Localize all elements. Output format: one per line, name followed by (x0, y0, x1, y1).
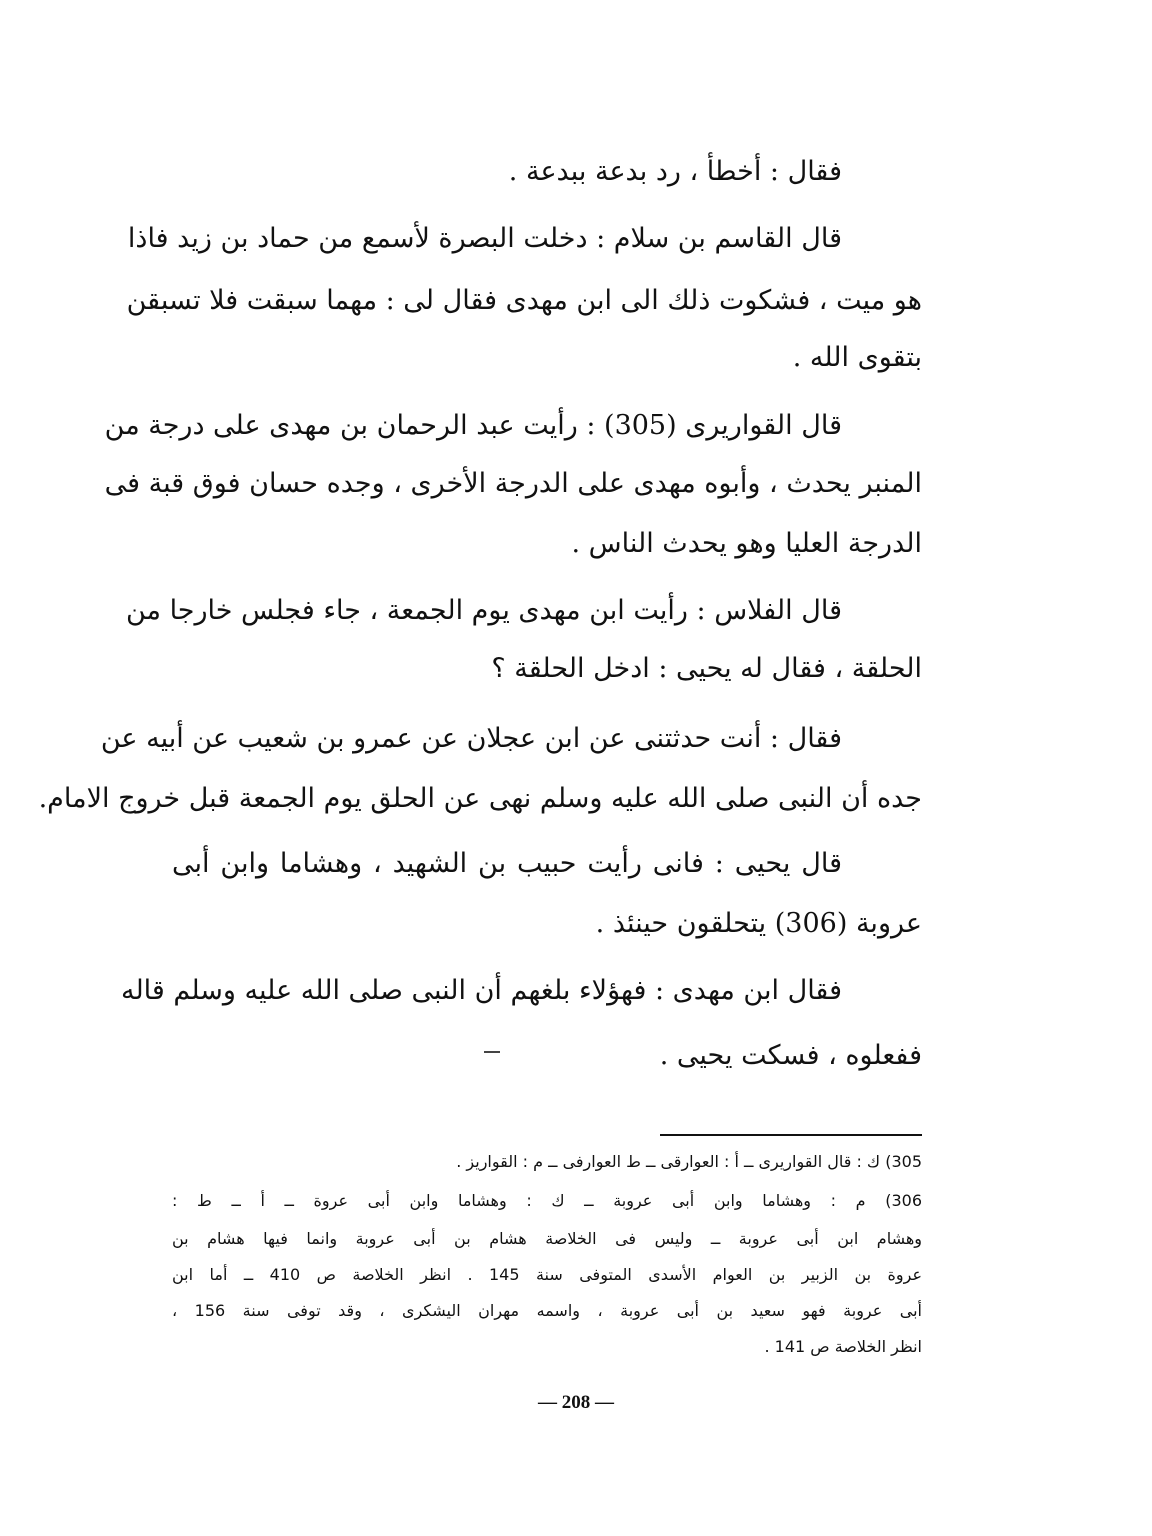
text-line: فقال ابن مهدى : فهؤلاء بلغهم أن النبى صلى الله عليه وسلم قاله (120, 975, 842, 1006)
footnote-line: عروة بن الزبير بن العوام الأسدى المتوفى سنة 145 . انظر الخلاصة ص 410 ــ أما ابن (172, 1265, 922, 1284)
footnote-line: وهشام ابن أبى عروبة ــ وليس فى الخلاصة هشام بن أبى عروبة وانما فيها هشام بن (172, 1229, 922, 1248)
text-line: ففعلوه ، فسكت يحيى . (659, 1040, 922, 1071)
text-line: الدرجة العليا وهو يحدث الناس . (571, 528, 922, 559)
text-line: هو ميت ، فشكوت ذلك الى ابن مهدى فقال لى : مهما سبقت فلا تسبقن (126, 285, 922, 316)
footnote-line: 306) م : وهشاما وابن أبى عروبة ــ ك : وهشاما وابن أبى عروة ــ أ ــ ط : (172, 1191, 922, 1210)
page-number: — 208 — (538, 1392, 614, 1413)
text-line: المنبر يحدث ، وأبوه مهدى على الدرجة الأخرى ، وجده حسان فوق قبة فى (104, 468, 922, 499)
footnote-line: أبى عروبة فهو سعيد بن أبى عروبة ، واسمه مهران اليشكرى ، وقد توفى سنة 156 ، (172, 1301, 923, 1320)
print-speck (484, 1051, 500, 1053)
text-line: فقال : أخطأ ، رد بدعة ببدعة . (508, 156, 842, 187)
text-line: بتقوى الله . (792, 342, 922, 373)
footnote-line: انظر الخلاصة ص 141 . (764, 1337, 922, 1356)
text-line: قال القواريرى (305) : رأيت عبد الرحمان بن مهدى على درجة من (104, 410, 842, 441)
text-line: جده أن النبى صلى الله عليه وسلم نهى عن الحلق يوم الجمعة قبل خروج الامام. (38, 783, 922, 814)
text-line: عروبة (306) يتحلقون حينئذ . (595, 908, 922, 939)
text-line: فقال : أنت حدثتنى عن ابن عجلان عن عمرو بن شعيب عن أبيه عن (100, 723, 842, 754)
text-line: قال يحيى : فانى رأيت حبيب بن الشهيد ، وهشاما وابن أبى (172, 848, 842, 879)
text-line: الحلقة ، فقال له يحيى : ادخل الحلقة ؟ (491, 653, 922, 684)
footnote-separator (660, 1134, 922, 1136)
text-line: قال القاسم بن سلام : دخلت البصرة لأسمع من حماد بن زيد فاذا (127, 223, 842, 254)
footnote-line: 305) ك : قال القواريرى ــ أ : العوارقى ــ ط العوارفى ــ م : القواريز . (456, 1152, 922, 1171)
text-line: قال الفلاس : رأيت ابن مهدى يوم الجمعة ، جاء فجلس خارجا من (125, 595, 842, 626)
